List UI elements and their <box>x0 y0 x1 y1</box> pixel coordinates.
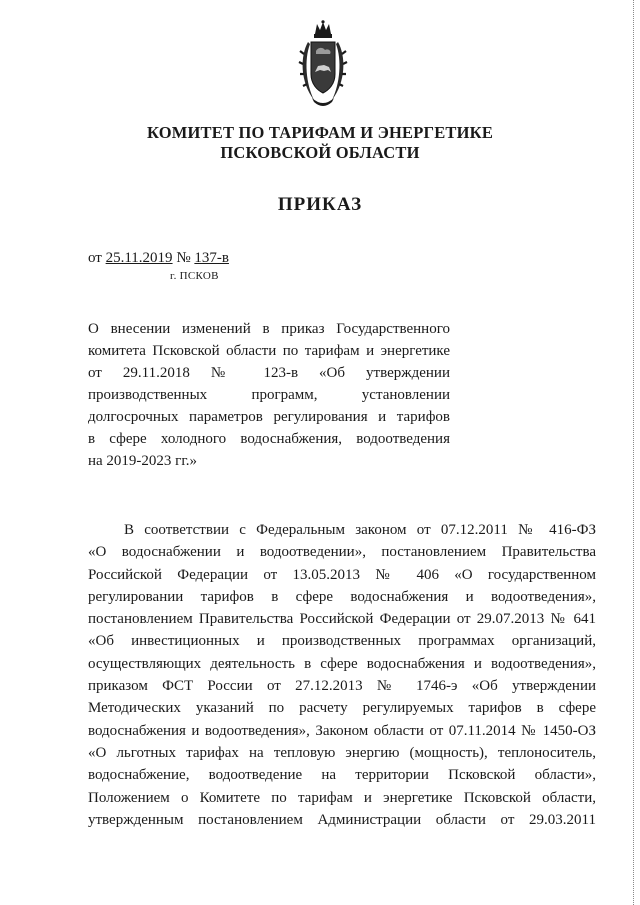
order-subject <box>88 318 450 472</box>
body-line: Положением о Комитете по тарифам и энергетике Псковской области, <box>88 789 596 806</box>
subject-line: от 29.11.2018 № 123-в «Об утверждении <box>88 365 450 381</box>
subject-line: на 2019-2023 гг.» <box>88 453 198 469</box>
subject-line: в сфере холодного водоснабжения, водоотведения <box>88 431 450 447</box>
body-line: «Об инвестиционных и производственных программах организаций, <box>88 633 596 650</box>
order-date-number <box>88 250 229 267</box>
body-line: «О льготных тарифах на тепловую энергию (мощность), теплоноситель, <box>88 744 596 761</box>
body-line: приказом ФСТ России от 27.12.2013 № 1746-э «Об утверждении <box>88 678 596 695</box>
body-line: утвержденным постановлением Администрации области от 29.03.2011 <box>88 811 596 828</box>
body-line: В соответствии с Федеральным законом от 07.12.2011 № 416-ФЗ <box>124 522 596 538</box>
organization-name-line1: КОМИТЕТ ПО ТАРИФАМ И ЭНЕРГЕТИКЕ <box>146 123 494 142</box>
body-line: водоснабжение, водоотведение на территории Псковской области», <box>88 767 596 784</box>
body-line: регулировании тарифов в сфере водоснабжения и водоотведения», <box>88 588 596 605</box>
subject-line: долгосрочных параметров регулирования и тарифов <box>88 409 450 425</box>
scan-edge-marks <box>633 0 634 905</box>
body-line: Методических указаний по расчету регулируемых тарифов в сфере <box>88 700 596 717</box>
order-number-sign: № <box>176 250 191 266</box>
order-date: 25.11.2019 <box>105 250 173 266</box>
order-body-text <box>88 519 596 831</box>
body-line: постановлением Правительства Российской Федерации от 29.07.2013 № 641 <box>88 611 596 628</box>
order-city: г. ПСКОВ <box>170 270 219 282</box>
body-line: водоснабжения и водоотведения», Законом области от 07.11.2014 № 1450-ОЗ <box>88 722 596 739</box>
document-title: ПРИКАЗ <box>277 194 363 215</box>
order-prefix: от <box>88 250 102 266</box>
coat-of-arms-emblem <box>298 20 348 108</box>
subject-line: производственных программ, установлении <box>88 387 450 403</box>
body-line: «О водоснабжении и водоотведении», постановлением Правительства <box>88 544 596 561</box>
body-line: Российской Федерации от 13.05.2013 № 406 «О государственном <box>88 566 596 583</box>
organization-name-line2: ПСКОВСКОЙ ОБЛАСТИ <box>220 143 420 162</box>
subject-line: комитета Псковской области по тарифам и энергетике <box>88 343 450 359</box>
order-number: 137-в <box>194 250 229 266</box>
body-line: осуществляющих деятельность в сфере водоснабжения и водоотведения», <box>88 655 596 672</box>
subject-line: О внесении изменений в приказ Государственного <box>88 321 450 337</box>
